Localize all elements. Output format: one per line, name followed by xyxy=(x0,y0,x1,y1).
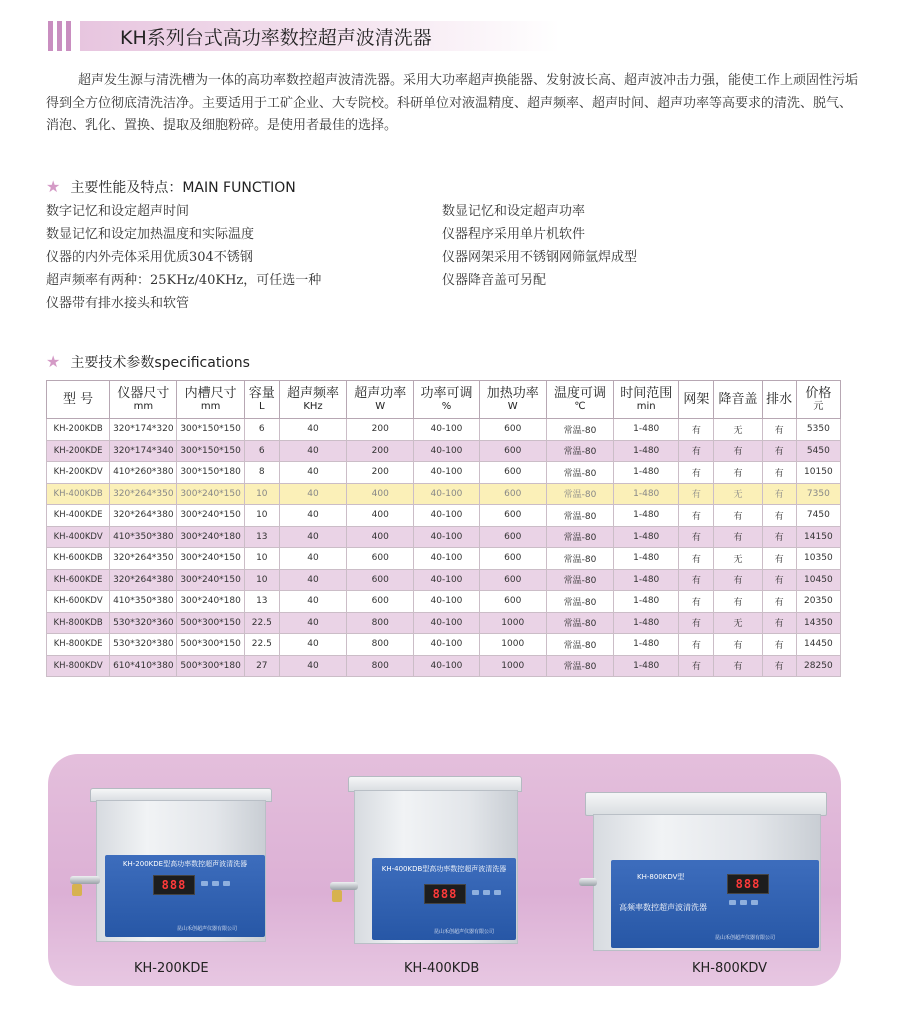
table-cell: 1-480 xyxy=(614,591,679,613)
spec-header-unit: ℃ xyxy=(574,401,586,412)
table-cell: 300*240*180 xyxy=(177,591,244,613)
machine-panel-label: KH-400KDB型高功率数控超声波清洗器 xyxy=(381,865,507,873)
feature-left-4: 超声频率有两种：25KHz/40KHz，可任选一种 xyxy=(46,273,322,288)
table-cell: 常温-80 xyxy=(546,655,613,677)
table-cell: KH-600KDE xyxy=(47,569,110,591)
spec-header-unit: 元 xyxy=(813,401,824,412)
feature-left-2: 数显记忆和设定加热温度和实际温度 xyxy=(46,227,255,242)
table-cell: 有 xyxy=(714,526,762,548)
spec-header-cell xyxy=(762,381,796,419)
table-cell: 有 xyxy=(714,440,762,462)
table-cell: KH-800KDB xyxy=(47,612,110,634)
table-cell: 常温-80 xyxy=(546,569,613,591)
table-cell: 40 xyxy=(279,591,346,613)
table-cell: 常温-80 xyxy=(546,462,613,484)
table-cell: 6 xyxy=(244,419,279,441)
spec-header-label: 内槽尺寸 xyxy=(184,386,237,401)
table-cell: 有 xyxy=(679,634,714,656)
feature-right-4: 仪器降音盖可另配 xyxy=(442,273,547,288)
spec-header-cell xyxy=(177,381,244,419)
spec-header-label: 容量 xyxy=(248,386,275,401)
table-cell: 200 xyxy=(347,462,414,484)
table-cell: 有 xyxy=(679,655,714,677)
table-cell: 10 xyxy=(244,569,279,591)
spec-header-cell xyxy=(679,381,714,419)
table-cell: 有 xyxy=(762,505,796,527)
table-cell: 有 xyxy=(762,634,796,656)
drain-valve xyxy=(72,884,82,896)
spec-header-label: 功率可调 xyxy=(420,386,473,401)
table-cell: 500*300*150 xyxy=(177,612,244,634)
machine-buttons xyxy=(729,900,758,905)
table-cell: 10 xyxy=(244,505,279,527)
table-cell: 有 xyxy=(679,548,714,570)
features-heading xyxy=(46,177,296,197)
table-cell: 27 xyxy=(244,655,279,677)
table-cell: 1-480 xyxy=(614,526,679,548)
table-row xyxy=(47,526,841,548)
table-cell: 300*240*150 xyxy=(177,569,244,591)
table-cell: KH-200KDB xyxy=(47,419,110,441)
table-cell: 40-100 xyxy=(414,634,479,656)
table-cell: 常温-80 xyxy=(546,591,613,613)
table-cell: 10450 xyxy=(796,569,840,591)
table-row xyxy=(47,440,841,462)
spec-header-unit: mm xyxy=(200,401,221,412)
machine-buttons xyxy=(201,881,230,886)
table-cell: 有 xyxy=(714,591,762,613)
table-cell: 200 xyxy=(347,440,414,462)
table-cell: 40 xyxy=(279,634,346,656)
table-cell: 有 xyxy=(762,419,796,441)
table-cell: 有 xyxy=(762,440,796,462)
table-row xyxy=(47,419,841,441)
spec-header-cell xyxy=(414,381,479,419)
table-cell: 600 xyxy=(479,483,546,505)
table-cell: 1-480 xyxy=(614,440,679,462)
table-cell: KH-800KDV xyxy=(47,655,110,677)
table-cell: 800 xyxy=(347,655,414,677)
table-cell: 500*300*150 xyxy=(177,634,244,656)
table-cell: 300*240*150 xyxy=(177,548,244,570)
table-cell: 40-100 xyxy=(414,526,479,548)
table-cell: 320*264*380 xyxy=(110,569,177,591)
spec-header-cell xyxy=(244,381,279,419)
table-row xyxy=(47,591,841,613)
table-cell: 10150 xyxy=(796,462,840,484)
spec-header-unit: min xyxy=(636,401,656,412)
table-row xyxy=(47,569,841,591)
table-cell: 6 xyxy=(244,440,279,462)
spec-header-label: 价格 xyxy=(805,386,832,401)
table-cell: 7350 xyxy=(796,483,840,505)
spec-header-unit: KHz xyxy=(303,401,323,412)
product-kh200kde-image xyxy=(60,780,280,950)
spec-header-unit: L xyxy=(259,401,265,412)
features-heading-text: 主要性能及特点：MAIN FUNCTION xyxy=(70,180,296,196)
table-cell: 常温-80 xyxy=(546,548,613,570)
table-cell: 410*350*380 xyxy=(110,591,177,613)
machine-panel-label: KH-200KDE型高功率数控超声波清洗器 xyxy=(122,860,248,868)
spec-header-cell xyxy=(796,381,840,419)
table-cell: 410*260*380 xyxy=(110,462,177,484)
spec-header-label: 排水 xyxy=(766,392,793,407)
table-cell: 1-480 xyxy=(614,548,679,570)
table-cell: 600 xyxy=(347,591,414,613)
table-cell: 40-100 xyxy=(414,419,479,441)
table-cell: 600 xyxy=(347,569,414,591)
table-cell: 8 xyxy=(244,462,279,484)
table-cell: KH-200KDV xyxy=(47,462,110,484)
table-cell: 40 xyxy=(279,526,346,548)
table-cell: 有 xyxy=(679,569,714,591)
table-cell: 40 xyxy=(279,483,346,505)
table-cell: 常温-80 xyxy=(546,483,613,505)
spec-table xyxy=(46,380,841,677)
table-cell: 14450 xyxy=(796,634,840,656)
table-cell: 40-100 xyxy=(414,440,479,462)
table-cell: 有 xyxy=(762,655,796,677)
table-cell: 有 xyxy=(762,462,796,484)
drain-tap xyxy=(70,876,100,884)
star-icon: ★ xyxy=(46,352,61,371)
spec-header-label: 降音盖 xyxy=(718,392,758,407)
spec-header-unit: % xyxy=(441,401,452,412)
table-cell: 有 xyxy=(714,655,762,677)
spec-header-cell xyxy=(714,381,762,419)
table-row xyxy=(47,483,841,505)
table-cell: 530*320*380 xyxy=(110,634,177,656)
header-decoration-bars xyxy=(48,21,73,51)
machine-control-panel xyxy=(372,858,516,940)
table-row xyxy=(47,462,841,484)
table-cell: 有 xyxy=(714,462,762,484)
table-cell: 320*264*350 xyxy=(110,483,177,505)
table-cell: 40 xyxy=(279,505,346,527)
table-cell: 有 xyxy=(714,634,762,656)
machine-panel-label: KH-800KDV型 xyxy=(637,873,685,881)
spec-header-label: 温度可调 xyxy=(553,386,606,401)
product-caption-1: KH-200KDE xyxy=(134,961,209,976)
table-cell: 有 xyxy=(762,612,796,634)
table-cell: 40 xyxy=(279,419,346,441)
table-cell: 1-480 xyxy=(614,419,679,441)
table-cell: 300*240*180 xyxy=(177,526,244,548)
spec-table-header-row xyxy=(47,381,841,419)
table-cell: 320*174*340 xyxy=(110,440,177,462)
table-cell: 常温-80 xyxy=(546,505,613,527)
table-cell: 320*174*320 xyxy=(110,419,177,441)
table-cell: 800 xyxy=(347,634,414,656)
drain-tap xyxy=(579,878,597,886)
table-cell: 1000 xyxy=(479,612,546,634)
table-cell: 600 xyxy=(479,419,546,441)
table-cell: 有 xyxy=(762,591,796,613)
table-cell: 40-100 xyxy=(414,483,479,505)
table-cell: KH-200KDE xyxy=(47,440,110,462)
table-cell: 有 xyxy=(679,591,714,613)
table-cell: 13 xyxy=(244,591,279,613)
intro-paragraph: 超声发生源与清洗槽为一体的高功率数控超声波清洗器。采用大功率超声换能器、发射波长高、超声波冲击力强，能使工作上顽固性污垢得到全方位彻底清洗洁净。主要适用于工矿企业、大专院校。科研单位对液温精度、超声频率、超声时间、超声功率等高要求的清洗、脱气、消泡、乳化、置换、提取及细胞粉碎。是使用者最佳的选择。 xyxy=(46,73,859,133)
table-cell: 530*320*360 xyxy=(110,612,177,634)
table-cell: 800 xyxy=(347,612,414,634)
table-cell: 有 xyxy=(679,462,714,484)
table-cell: 无 xyxy=(714,419,762,441)
table-cell: 14350 xyxy=(796,612,840,634)
table-cell: 600 xyxy=(479,526,546,548)
table-cell: 200 xyxy=(347,419,414,441)
machine-brand: 昆山禾创超声仪器有限公司 xyxy=(177,926,238,932)
spec-header-cell xyxy=(47,381,110,419)
table-cell: 40 xyxy=(279,440,346,462)
machine-control-panel xyxy=(611,860,819,948)
table-cell: 300*240*150 xyxy=(177,483,244,505)
feature-right-3: 仪器网架采用不锈钢网筛氩焊成型 xyxy=(442,250,638,265)
machine-lid xyxy=(585,792,827,816)
product-caption-3: KH-800KDV xyxy=(692,961,768,976)
table-cell: 40 xyxy=(279,569,346,591)
spec-header-unit: W xyxy=(507,401,518,412)
table-cell: 22.5 xyxy=(244,634,279,656)
machine-brand: 昆山禾创超声仪器有限公司 xyxy=(715,935,776,941)
machine-brand: 昆山禾创超声仪器有限公司 xyxy=(434,929,495,935)
table-cell: 10350 xyxy=(796,548,840,570)
table-cell: 有 xyxy=(679,483,714,505)
table-cell: 320*264*380 xyxy=(110,505,177,527)
table-cell: 1000 xyxy=(479,655,546,677)
table-cell: 有 xyxy=(762,483,796,505)
table-cell: 有 xyxy=(714,569,762,591)
table-cell: 10 xyxy=(244,548,279,570)
spec-header-label: 型 号 xyxy=(63,392,94,407)
table-cell: 40 xyxy=(279,612,346,634)
table-cell: 600 xyxy=(479,440,546,462)
table-row xyxy=(47,634,841,656)
drain-valve xyxy=(332,890,342,902)
table-cell: 40-100 xyxy=(414,505,479,527)
table-cell: 300*150*180 xyxy=(177,462,244,484)
spec-header-label: 网架 xyxy=(683,392,710,407)
table-cell: 13 xyxy=(244,526,279,548)
table-cell: 10 xyxy=(244,483,279,505)
feature-left-3: 仪器的内外壳体采用优质304不锈钢 xyxy=(46,250,253,265)
table-cell: 40 xyxy=(279,655,346,677)
spec-header-label: 仪器尺寸 xyxy=(117,386,170,401)
table-cell: 20350 xyxy=(796,591,840,613)
table-cell: 400 xyxy=(347,505,414,527)
table-cell: 有 xyxy=(762,548,796,570)
spec-header-cell xyxy=(110,381,177,419)
spec-header-label: 超声功率 xyxy=(354,386,407,401)
table-cell: 600 xyxy=(479,569,546,591)
product-caption-2: KH-400KDB xyxy=(404,961,480,976)
table-cell: 有 xyxy=(679,419,714,441)
table-cell: 有 xyxy=(679,526,714,548)
table-cell: 600 xyxy=(479,548,546,570)
table-cell: 500*300*180 xyxy=(177,655,244,677)
table-cell: 320*264*350 xyxy=(110,548,177,570)
table-cell: 40-100 xyxy=(414,591,479,613)
led-display: 888 xyxy=(153,875,195,895)
table-cell: 40-100 xyxy=(414,612,479,634)
table-cell: 610*410*380 xyxy=(110,655,177,677)
spec-header-unit: W xyxy=(375,401,386,412)
spec-header-label: 超声频率 xyxy=(286,386,339,401)
table-cell: 常温-80 xyxy=(546,440,613,462)
table-cell: 40 xyxy=(279,462,346,484)
table-cell: 40 xyxy=(279,548,346,570)
table-cell: 有 xyxy=(679,440,714,462)
table-cell: KH-600KDB xyxy=(47,548,110,570)
table-cell: 600 xyxy=(347,548,414,570)
table-cell: 5350 xyxy=(796,419,840,441)
spec-header-label: 加热功率 xyxy=(486,386,539,401)
spec-heading-text: 主要技术参数specifications xyxy=(70,355,250,371)
table-row xyxy=(47,655,841,677)
table-cell: 无 xyxy=(714,612,762,634)
table-cell: KH-800KDE xyxy=(47,634,110,656)
table-cell: 1-480 xyxy=(614,612,679,634)
table-cell: 常温-80 xyxy=(546,612,613,634)
table-cell: 300*150*150 xyxy=(177,440,244,462)
table-cell: 400 xyxy=(347,483,414,505)
drain-tap xyxy=(330,882,358,890)
page-title: KH系列台式高功率数控超声波清洗器 xyxy=(120,27,432,49)
table-cell: 常温-80 xyxy=(546,419,613,441)
table-cell: 有 xyxy=(714,505,762,527)
led-display: 888 xyxy=(424,884,466,904)
table-cell: 5450 xyxy=(796,440,840,462)
table-cell: 400 xyxy=(347,526,414,548)
table-cell: 300*240*150 xyxy=(177,505,244,527)
spec-header-cell xyxy=(279,381,346,419)
spec-header-cell xyxy=(546,381,613,419)
machine-buttons xyxy=(472,890,501,895)
table-cell: KH-400KDE xyxy=(47,505,110,527)
table-cell: 常温-80 xyxy=(546,634,613,656)
table-cell: 28250 xyxy=(796,655,840,677)
machine-control-panel xyxy=(105,855,265,937)
spec-header-label: 时间范围 xyxy=(620,386,673,401)
table-cell: 600 xyxy=(479,505,546,527)
spec-header-cell xyxy=(614,381,679,419)
spec-header-unit: mm xyxy=(133,401,154,412)
table-row xyxy=(47,505,841,527)
table-cell: 600 xyxy=(479,591,546,613)
spec-heading xyxy=(46,352,250,372)
table-cell: 40-100 xyxy=(414,655,479,677)
feature-left-5: 仪器带有排水接头和软管 xyxy=(46,296,190,311)
table-cell: 40-100 xyxy=(414,462,479,484)
table-cell: 有 xyxy=(762,526,796,548)
table-cell: 600 xyxy=(479,462,546,484)
product-kh400kdb-image xyxy=(320,770,540,950)
feature-right-2: 仪器程序采用单片机软件 xyxy=(442,227,586,242)
feature-right-1: 数显记忆和设定超声功率 xyxy=(442,204,586,219)
table-cell: 410*350*380 xyxy=(110,526,177,548)
table-cell: 有 xyxy=(679,612,714,634)
table-cell: KH-600KDV xyxy=(47,591,110,613)
table-cell: 40-100 xyxy=(414,548,479,570)
star-icon: ★ xyxy=(46,177,61,196)
table-cell: 1-480 xyxy=(614,462,679,484)
table-cell: 300*150*150 xyxy=(177,419,244,441)
product-kh800kdv-image xyxy=(575,782,835,952)
table-cell: 常温-80 xyxy=(546,526,613,548)
table-cell: 1000 xyxy=(479,634,546,656)
table-cell: 无 xyxy=(714,483,762,505)
table-cell: 有 xyxy=(679,505,714,527)
table-cell: 7450 xyxy=(796,505,840,527)
table-cell: 1-480 xyxy=(614,483,679,505)
led-display: 888 xyxy=(727,874,769,894)
table-cell: 1-480 xyxy=(614,634,679,656)
spec-header-cell xyxy=(347,381,414,419)
table-cell: 14150 xyxy=(796,526,840,548)
table-cell: 40-100 xyxy=(414,569,479,591)
table-cell: 有 xyxy=(762,569,796,591)
spec-table-body xyxy=(47,419,841,677)
spec-header-cell xyxy=(479,381,546,419)
table-row xyxy=(47,612,841,634)
table-row xyxy=(47,548,841,570)
table-cell: 1-480 xyxy=(614,655,679,677)
table-cell: KH-400KDV xyxy=(47,526,110,548)
table-cell: 1-480 xyxy=(614,505,679,527)
feature-left-1: 数字记忆和设定超声时间 xyxy=(46,204,190,219)
table-cell: KH-400KDB xyxy=(47,483,110,505)
table-cell: 无 xyxy=(714,548,762,570)
table-cell: 22.5 xyxy=(244,612,279,634)
machine-panel-label-2: 高频率数控超声波清洗器 xyxy=(619,903,707,912)
table-cell: 1-480 xyxy=(614,569,679,591)
